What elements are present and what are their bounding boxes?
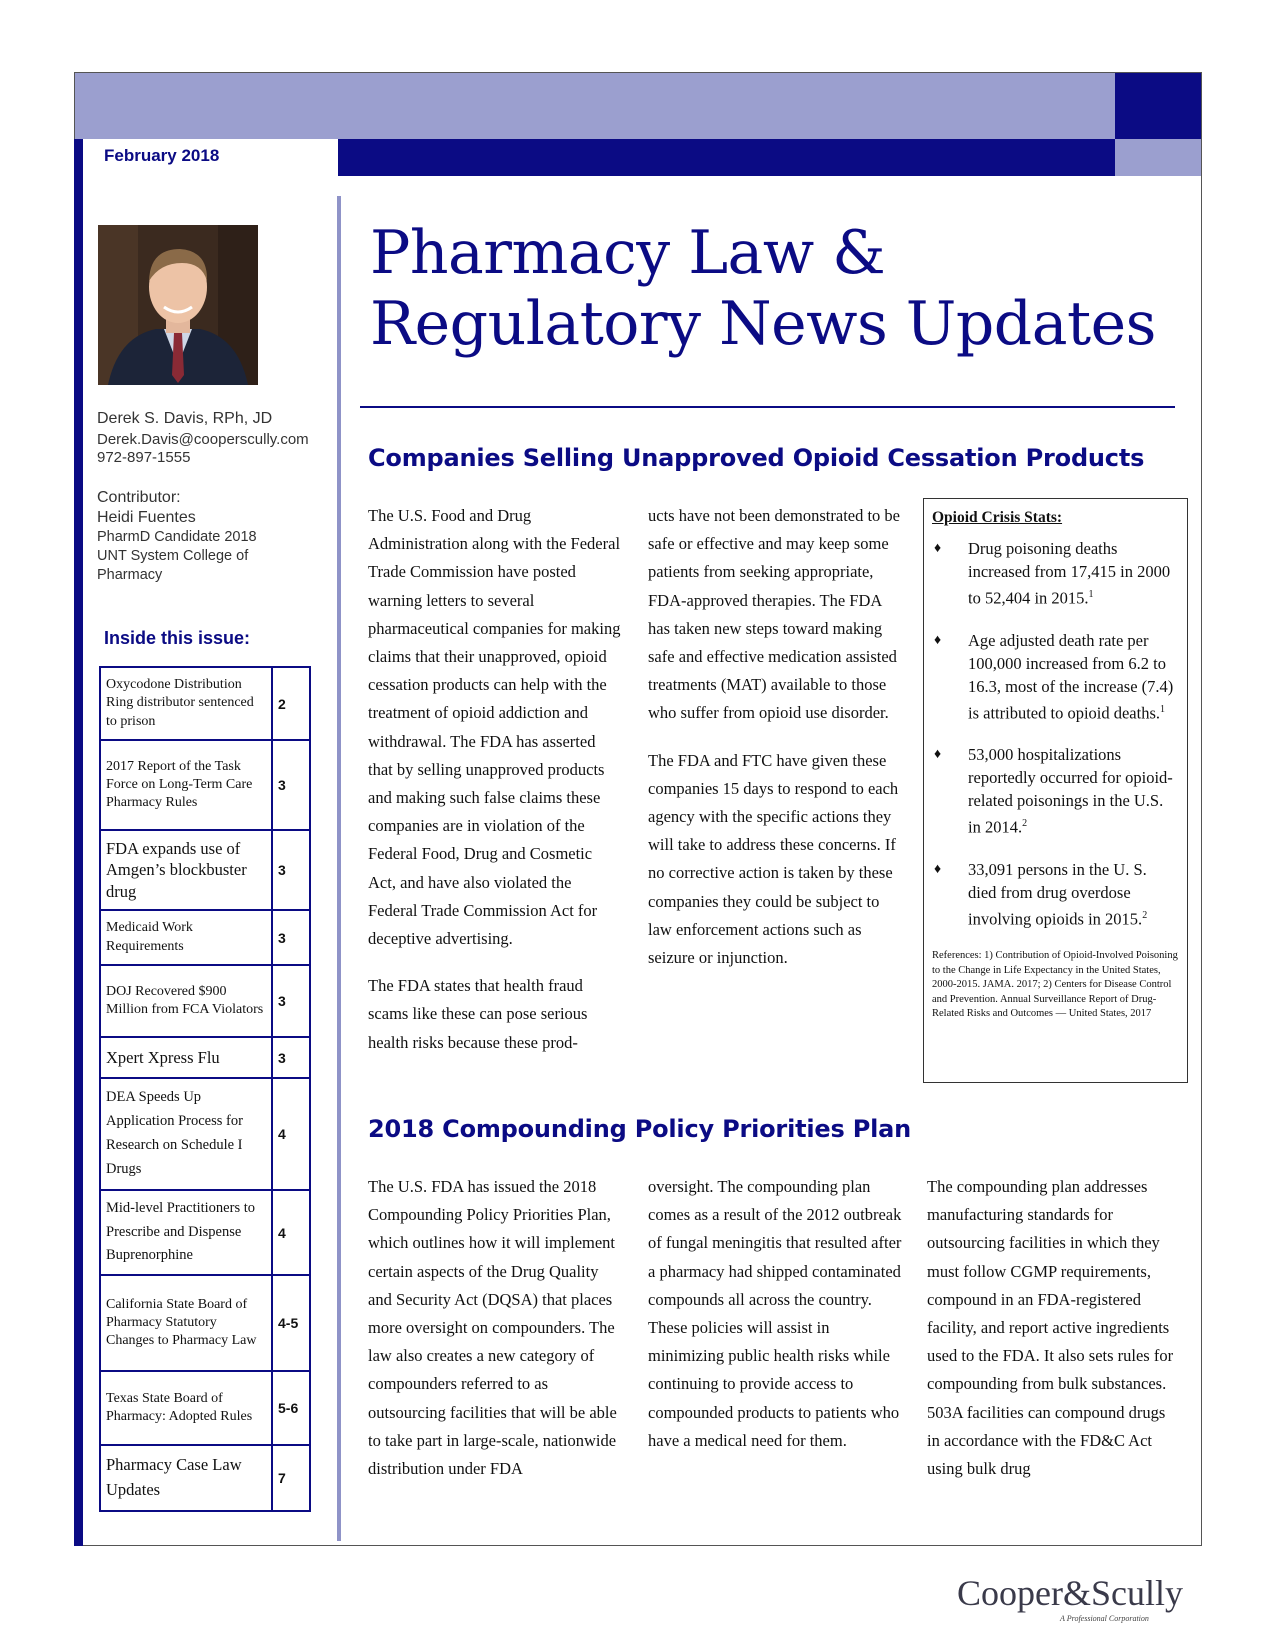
toc-row[interactable] xyxy=(100,1371,310,1445)
diamond-bullet-icon: ♦ xyxy=(934,747,942,762)
paragraph: The FDA states that health fraud scams like these can pose serious health risks because these prod- xyxy=(368,976,588,1052)
left-rule xyxy=(74,139,83,1546)
author-name: Derek S. Davis, RPh, JD xyxy=(97,410,273,427)
column-divider xyxy=(337,196,341,1541)
stat-text: 53,000 hospitalizations reportedly occurred for opioid-related poisonings in the U.S. in 2014. xyxy=(968,745,1173,837)
stat-item xyxy=(932,537,1179,610)
toc-row[interactable] xyxy=(100,1190,310,1275)
diamond-bullet-icon: ♦ xyxy=(934,541,942,556)
title-line: Pharmacy Law & xyxy=(370,218,886,288)
paragraph: The compounding plan addresses manufacturing standards for outsourcing facilities in which they must follow CGMP requirements, compound in an FDA-registered facility, and report active ingredients used to the FDA. It also sets rules for compounding from bulk substances. 503A facilities can compound drugs in accordance with the FD&C Act using bulk drug xyxy=(927,1177,1174,1479)
toc-page: 4-5 xyxy=(272,1275,310,1371)
toc-title: DOJ Recovered $900 Million from FCA Violators xyxy=(100,965,272,1037)
article-column xyxy=(648,1173,905,1474)
toc-row[interactable] xyxy=(100,830,310,910)
author-email[interactable]: Derek.Davis@cooperscully.com xyxy=(97,431,309,448)
cooper-scully-logo xyxy=(957,1572,1183,1623)
author-phone: 972-897-1555 xyxy=(97,449,191,466)
contributor-school-cont: Pharmacy xyxy=(97,567,163,583)
toc-page: 3 xyxy=(272,740,310,830)
toc-title: FDA expands use of Amgen’s blockbuster drug xyxy=(100,830,272,910)
toc-title: Mid-level Practitioners to Prescribe and Dispense Buprenorphine xyxy=(100,1190,272,1275)
table-of-contents xyxy=(99,666,311,1512)
contributor-label: Contributor: xyxy=(97,489,181,506)
toc-row[interactable] xyxy=(100,1445,310,1511)
toc-row[interactable] xyxy=(100,1037,310,1078)
paragraph: ucts have not been demonstrated to be safe or effective and may keep some patients from seeking appropriate, FDA-approved therapies. The FDA has taken new steps toward making safe and effective medication assisted treatments (MAT) available to those who suffer from opioid use disorder. xyxy=(648,506,901,723)
stats-references: References: 1) Contribution of Opioid-Involved Poisoning to the Change in Life Expectancy in the United States, 2000-2015. JAMA. 2017; 2) Centers for Disease Control and Prevention. Annual Surveillance Report of Drug-Related Risks and Outcomes — United States, 2017 xyxy=(932,950,1178,1019)
stat-item xyxy=(932,858,1179,931)
toc-title: Pharmacy Case Law Updates xyxy=(100,1445,272,1511)
stat-text: Drug poisoning deaths increased from 17,415 in 2000 to 52,404 in 2015. xyxy=(968,539,1171,608)
article-column xyxy=(927,1173,1182,1502)
contributor-name: Heidi Fuentes xyxy=(97,509,196,526)
article-column xyxy=(648,502,903,991)
issue-date: February 2018 xyxy=(104,146,220,165)
diamond-bullet-icon: ♦ xyxy=(934,861,942,877)
title-line: Regulatory News Updates xyxy=(370,288,1156,359)
paragraph: The FDA and FTC have given these companies 15 days to respond to each agency with the specific actions they will take to address these concerns. If no corrective action is taken by these companies they could be subject to law enforcement actions such as seizure or injunction. xyxy=(648,750,899,968)
toc-row[interactable] xyxy=(100,740,310,830)
toc-title: DEA Speeds Up Application Process for Research on Schedule I Drugs xyxy=(100,1078,272,1190)
stat-ref: 1 xyxy=(1160,703,1166,715)
toc-page: 2 xyxy=(272,667,310,740)
logo-subtitle: A Professional Corporation xyxy=(1060,1614,1149,1623)
toc-page: 3 xyxy=(272,1037,310,1078)
logo-text: Cooper&Scully xyxy=(957,1573,1183,1613)
header-band xyxy=(75,73,1115,139)
toc-row[interactable] xyxy=(100,667,310,740)
stat-item xyxy=(932,629,1179,725)
toc-row[interactable] xyxy=(100,1078,310,1190)
author-photo xyxy=(98,225,258,385)
toc-title: 2017 Report of the Task Force on Long-Term Care Pharmacy Rules xyxy=(100,740,272,830)
article-column xyxy=(368,502,621,1076)
title-rule xyxy=(360,406,1175,408)
toc-page: 3 xyxy=(272,910,310,965)
paragraph: oversight. The compounding plan comes as a result of the 2012 outbreak of fungal meningitis that resulted after a pharmacy had shipped contaminated compounds all across the country. These policies will assist in minimizing public health risks while continuing to provide access to compounded products to patients who have a medical need for them. xyxy=(648,1177,902,1450)
toc-page: 4 xyxy=(272,1190,310,1275)
toc-row[interactable] xyxy=(100,1275,310,1371)
contributor-title: PharmD Candidate 2018 xyxy=(97,529,257,545)
stat-text: Age adjusted death rate per 100,000 increased from 6.2 to 16.3, most of the increase (7.4) is attributed to opioid deaths. xyxy=(968,630,1174,722)
article-heading: Companies Selling Unapproved Opioid Cessation Products xyxy=(368,444,1145,472)
header-accent-square-small xyxy=(1115,139,1201,176)
toc-page: 7 xyxy=(272,1445,310,1511)
toc-page: 3 xyxy=(272,965,310,1037)
inside-issue-title: Inside this issue: xyxy=(104,628,251,648)
stat-text: 33,091 persons in the U. S. died from drug overdose involving opioids in 2015. xyxy=(968,859,1147,928)
toc-title: Oxycodone Distribution Ring distributor sentenced to prison xyxy=(100,667,272,740)
toc-title: Xpert Xpress Flu xyxy=(100,1037,272,1078)
stat-item xyxy=(932,743,1179,839)
stat-ref: 2 xyxy=(1022,818,1028,829)
paragraph: The U.S. Food and Drug Administration along with the Federal Trade Commission have posted warning letters to several pharmaceutical companies for making claims that their unapproved, opioid cessation products can help with the treatment of opioid addiction and withdrawal. The FDA has asserted that by selling unapproved products and making such false claims these companies are in violation of the Federal Food, Drug and Cosmetic Act, and have also violated the Federal Trade Commission Act for deceptive advertising. xyxy=(368,506,621,949)
toc-row[interactable] xyxy=(100,910,310,965)
toc-page: 3 xyxy=(272,830,310,910)
contributor-school: UNT System College of xyxy=(97,548,249,564)
toc-row[interactable] xyxy=(100,965,310,1037)
stat-ref: 1 xyxy=(1088,589,1094,600)
article-column xyxy=(368,1173,621,1502)
toc-title: California State Board of Pharmacy Statutory Changes to Pharmacy Law xyxy=(100,1275,272,1371)
header-accent-square xyxy=(1115,73,1201,139)
opioid-stats-box xyxy=(923,498,1188,1083)
article-heading: 2018 Compounding Policy Priorities Plan xyxy=(368,1115,912,1143)
toc-title: Medicaid Work Requirements xyxy=(100,910,272,965)
diamond-bullet-icon: ♦ xyxy=(934,632,942,648)
toc-page: 4 xyxy=(272,1078,310,1190)
paragraph: The U.S. FDA has issued the 2018 Compounding Policy Priorities Plan, which outlines how it will implement certain aspects of the Drug Quality and Security Act (DQSA) that places more oversight on compounders. The law also creates a new category of compounders referred to as outsourcing facilities that will be able to take part in large-scale, nationwide distribution under FDA xyxy=(368,1177,617,1479)
header-navy-band xyxy=(338,139,1115,176)
toc-title: Texas State Board of Pharmacy: Adopted Rules xyxy=(100,1371,272,1445)
stats-title: Opioid Crisis Stats: xyxy=(932,509,1063,526)
stat-ref: 2 xyxy=(1142,909,1148,921)
newsletter-title xyxy=(370,218,1156,360)
toc-page: 5-6 xyxy=(272,1371,310,1445)
